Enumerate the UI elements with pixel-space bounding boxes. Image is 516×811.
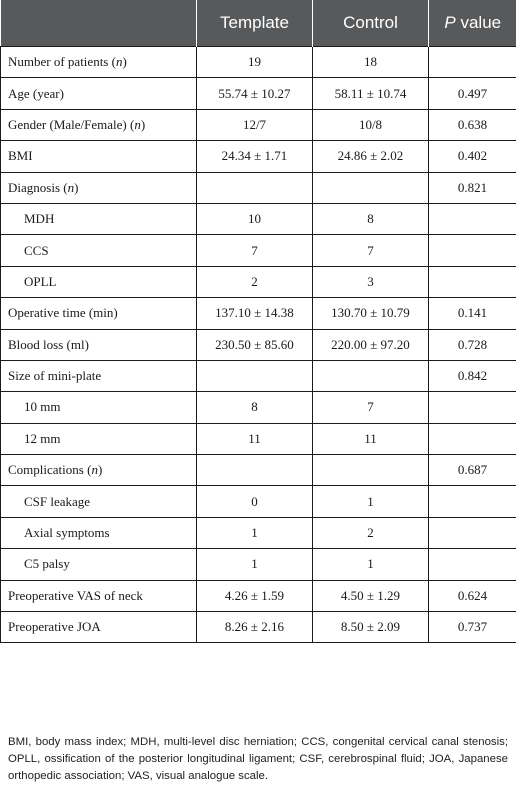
row-label <box>1 266 197 297</box>
p-value <box>429 203 516 234</box>
row-label <box>1 612 197 643</box>
table-row <box>1 141 516 172</box>
row-label <box>1 517 197 548</box>
header-control: Control <box>313 0 429 47</box>
row-unit: n <box>67 179 75 195</box>
row-label-text: Age (year) <box>8 85 64 101</box>
control-value: 130.70 ± 10.79 <box>313 298 429 329</box>
row-unit: n <box>134 116 141 132</box>
table-row <box>1 172 516 203</box>
row-label <box>1 580 197 611</box>
template-value: 8.26 ± 2.16 <box>197 612 313 643</box>
header-p-value <box>429 0 516 47</box>
table-row <box>1 329 516 360</box>
template-value: 2 <box>197 266 313 297</box>
template-value: 8 <box>197 392 313 423</box>
p-value <box>429 549 516 580</box>
table-footnote: BMI, body mass index; MDH, multi-level disc herniation; CCS, congenital cervical canal stenosis; OPLL, ossification of the posterior longitudinal ligament; CSF, cerebrospinal fluid; JOA, Japanese orthopedic association; VAS, visual analogue scale. <box>8 736 508 782</box>
table-header <box>1 0 516 47</box>
table-row <box>1 266 516 297</box>
table-row <box>1 612 516 643</box>
row-label-text: Number of patients <box>8 54 109 70</box>
row-label-text: 12 mm <box>24 430 61 446</box>
template-value: 10 <box>197 203 313 234</box>
row-label-text: Preoperative VAS of neck <box>8 587 143 603</box>
template-value: 137.10 ± 14.38 <box>197 298 313 329</box>
template-value: 4.26 ± 1.59 <box>197 580 313 611</box>
table-row <box>1 455 516 486</box>
template-value: 19 <box>197 47 313 78</box>
p-value <box>429 517 516 548</box>
row-label: Diagnosis (n) <box>1 172 197 203</box>
row-label <box>1 235 197 266</box>
template-value: 12/7 <box>197 109 313 140</box>
table-row <box>1 360 516 391</box>
row-label-text: Blood loss (ml) <box>8 336 89 352</box>
row-label-text: C5 palsy <box>24 556 70 572</box>
table-row <box>1 517 516 548</box>
row-label <box>1 298 197 329</box>
row-label <box>1 78 197 109</box>
control-value: 1 <box>313 549 429 580</box>
control-value <box>313 360 429 391</box>
control-value: 18 <box>313 47 429 78</box>
p-value: 0.141 <box>429 298 516 329</box>
table-row <box>1 392 516 423</box>
control-value: 58.11 ± 10.74 <box>313 78 429 109</box>
row-unit: n <box>115 54 123 70</box>
table-row <box>1 203 516 234</box>
table-body <box>1 47 516 643</box>
p-value: 0.638 <box>429 109 516 140</box>
p-value <box>429 392 516 423</box>
p-value <box>429 266 516 297</box>
control-value: 7 <box>313 392 429 423</box>
template-value <box>197 455 313 486</box>
row-label-text: Diagnosis <box>8 179 60 195</box>
row-label: Complications (n) <box>1 455 197 486</box>
template-value: 0 <box>197 486 313 517</box>
table-row <box>1 298 516 329</box>
control-value: 1 <box>313 486 429 517</box>
table-row <box>1 580 516 611</box>
template-value: 11 <box>197 423 313 454</box>
p-value: 0.687 <box>429 455 516 486</box>
p-value <box>429 486 516 517</box>
control-value: 24.86 ± 2.02 <box>313 141 429 172</box>
control-value: 3 <box>313 266 429 297</box>
control-value <box>313 455 429 486</box>
header-empty-cell <box>1 0 197 47</box>
header-row <box>1 0 516 47</box>
row-label <box>1 203 197 234</box>
template-value <box>197 172 313 203</box>
row-label: Number of patients (n) <box>1 47 197 78</box>
control-value: 2 <box>313 517 429 548</box>
header-template: Template <box>197 0 313 47</box>
control-value: 4.50 ± 1.29 <box>313 580 429 611</box>
control-value <box>313 172 429 203</box>
p-value <box>429 47 516 78</box>
row-label <box>1 423 197 454</box>
template-value: 7 <box>197 235 313 266</box>
row-label <box>1 549 197 580</box>
table-row <box>1 423 516 454</box>
row-label-text: Axial symptoms <box>24 525 110 541</box>
row-label-text: Size of mini-plate <box>8 368 102 384</box>
row-label <box>1 360 197 391</box>
row-label-text: CCS <box>24 242 49 258</box>
table-row <box>1 47 516 78</box>
template-value: 55.74 ± 10.27 <box>197 78 313 109</box>
header-p-italic: P <box>444 13 456 32</box>
template-value <box>197 360 313 391</box>
control-value: 220.00 ± 97.20 <box>313 329 429 360</box>
control-value: 11 <box>313 423 429 454</box>
table-row <box>1 235 516 266</box>
row-unit: n <box>91 462 98 478</box>
template-value: 24.34 ± 1.71 <box>197 141 313 172</box>
p-value <box>429 423 516 454</box>
p-value: 0.624 <box>429 580 516 611</box>
template-value: 230.50 ± 85.60 <box>197 329 313 360</box>
row-label-text: 10 mm <box>24 399 61 415</box>
control-value: 10/8 <box>313 109 429 140</box>
table-row <box>1 109 516 140</box>
row-label <box>1 486 197 517</box>
row-label <box>1 141 197 172</box>
p-value <box>429 235 516 266</box>
table-row <box>1 78 516 109</box>
row-label: Gender (Male/Female) (n) <box>1 109 197 140</box>
header-p-suffix: value <box>455 13 502 32</box>
row-label-text: Complications <box>8 462 84 478</box>
template-value: 1 <box>197 549 313 580</box>
row-label-text: Operative time (min) <box>8 305 118 321</box>
table-row <box>1 486 516 517</box>
p-value: 0.821 <box>429 172 516 203</box>
row-label-text: MDH <box>24 211 55 227</box>
row-label <box>1 392 197 423</box>
control-value: 8.50 ± 2.09 <box>313 612 429 643</box>
row-label-text: Gender (Male/Female) <box>8 116 127 132</box>
control-value: 8 <box>313 203 429 234</box>
p-value: 0.497 <box>429 78 516 109</box>
template-value: 1 <box>197 517 313 548</box>
row-label-text: OPLL <box>24 273 57 289</box>
row-label-text: Preoperative JOA <box>8 619 101 635</box>
row-label <box>1 329 197 360</box>
table-row <box>1 549 516 580</box>
row-label-text: BMI <box>8 148 33 164</box>
row-label-text: CSF leakage <box>24 493 91 509</box>
p-value: 0.728 <box>429 329 516 360</box>
control-value: 7 <box>313 235 429 266</box>
p-value: 0.842 <box>429 360 516 391</box>
p-value: 0.737 <box>429 612 516 643</box>
p-value: 0.402 <box>429 141 516 172</box>
